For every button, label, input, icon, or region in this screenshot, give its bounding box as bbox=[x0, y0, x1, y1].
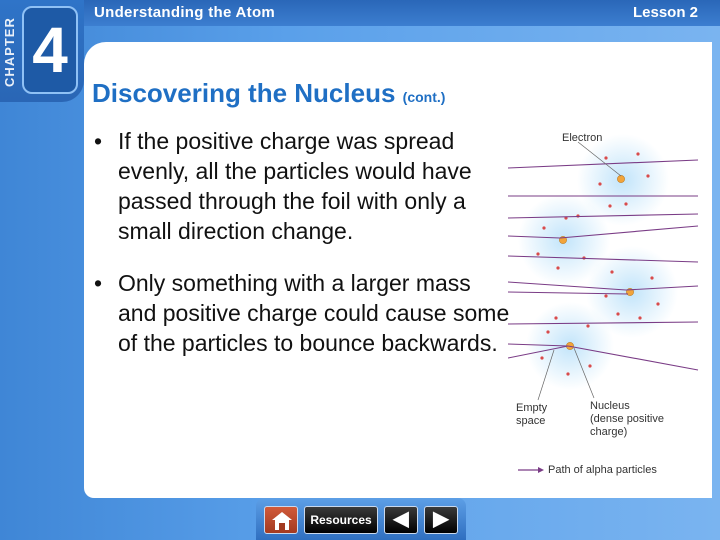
legend-arrow-icon bbox=[518, 467, 544, 473]
empty-space-label-line-2: space bbox=[516, 415, 546, 427]
chapter-word: CHAPTER bbox=[2, 17, 17, 87]
bullet-list bbox=[92, 126, 512, 380]
nucleus-label-line-1: Nucleus bbox=[590, 400, 630, 412]
resources-button[interactable]: Resources bbox=[304, 506, 378, 534]
chapter-number: 4 bbox=[22, 6, 78, 94]
rutherford-diagram bbox=[508, 118, 712, 490]
nucleus-label-line-3: charge) bbox=[590, 426, 628, 438]
bullet-item bbox=[92, 268, 512, 358]
bullet-symbol: • bbox=[94, 128, 103, 154]
previous-slide-button[interactable] bbox=[384, 506, 418, 534]
empty-space-label-line-1: Empty bbox=[516, 402, 548, 414]
slide-title bbox=[92, 78, 445, 109]
chapter-tab bbox=[0, 0, 84, 102]
bullet-item bbox=[92, 126, 512, 246]
nucleus-label bbox=[590, 400, 664, 439]
bullet-text: If the positive charge was spread evenly, all the particles would have passed through the foil with only a small direction change. bbox=[118, 128, 472, 244]
slide-title-suffix: (cont.) bbox=[402, 89, 446, 105]
unit-title: Understanding the Atom bbox=[94, 4, 276, 21]
nucleus-label-line-2: (dense positive bbox=[590, 413, 664, 425]
slide-title-text: Discovering the Nucleus bbox=[92, 78, 396, 108]
lesson-label: Lesson 2 bbox=[632, 4, 698, 21]
next-slide-button[interactable] bbox=[424, 506, 458, 534]
home-button[interactable] bbox=[264, 506, 298, 534]
arrow-right-icon: ▶ bbox=[433, 508, 449, 530]
empty-space-label bbox=[516, 402, 547, 428]
navigation-bar bbox=[256, 498, 466, 540]
bullet-text: Only something with a larger mass and positive charge could cause some of the particles to bounce backwards. bbox=[118, 270, 510, 356]
bullet-symbol: • bbox=[94, 270, 103, 296]
legend-label: Path of alpha particles bbox=[548, 464, 657, 476]
electron-label: Electron bbox=[562, 132, 603, 144]
home-icon bbox=[271, 511, 293, 531]
arrow-left-icon: ◀ bbox=[393, 508, 409, 530]
